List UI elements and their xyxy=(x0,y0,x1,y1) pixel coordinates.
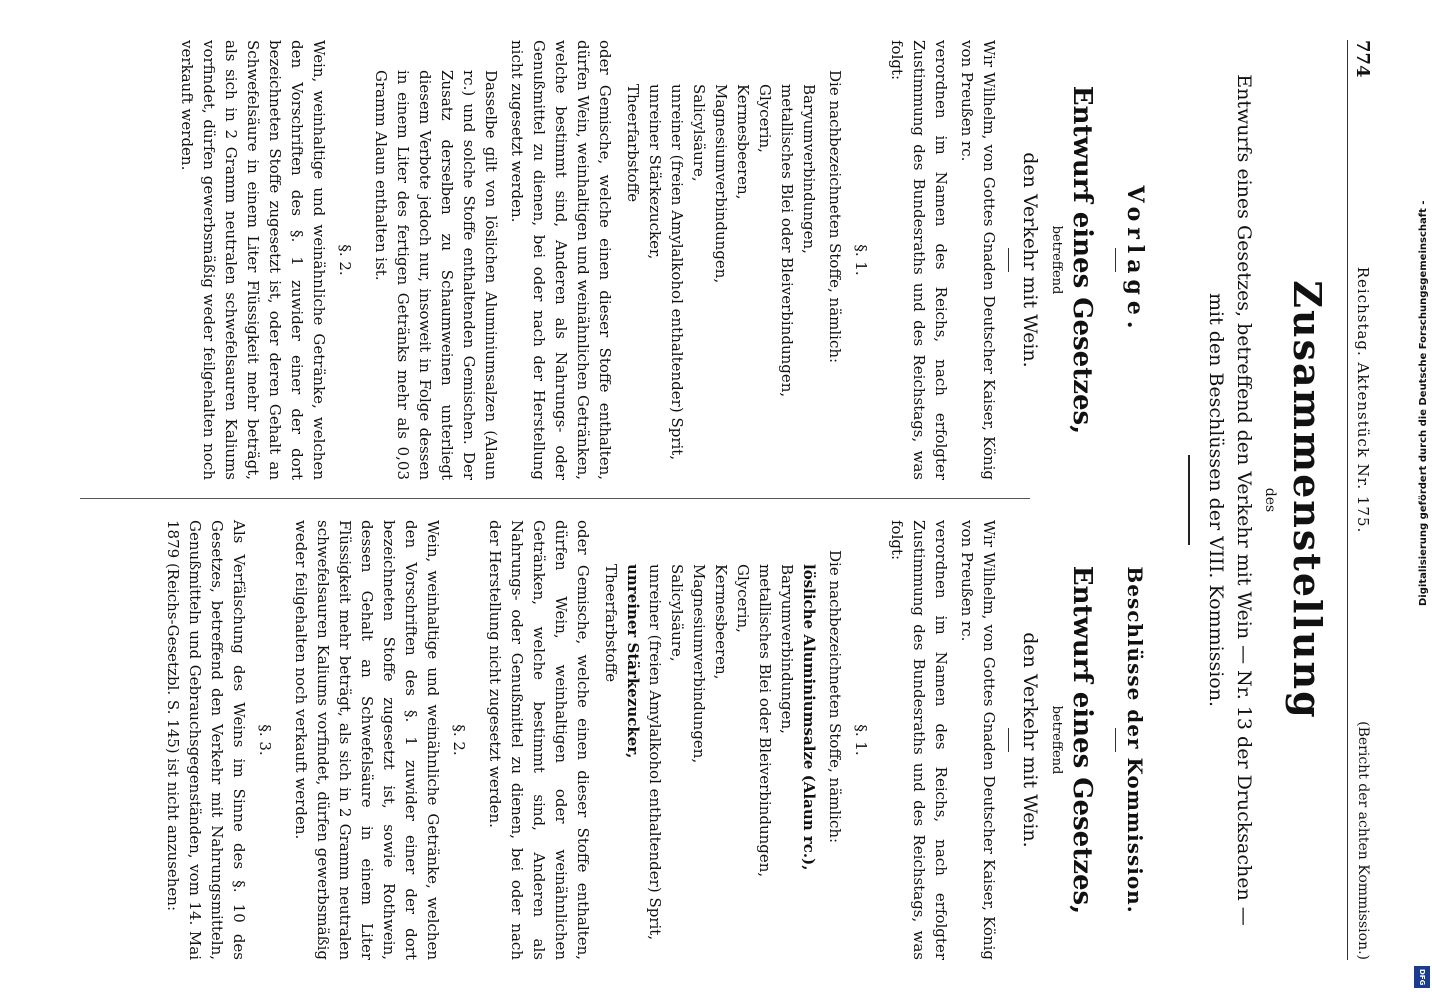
divider xyxy=(1008,248,1009,272)
list-item: Kermesbeeren, xyxy=(734,84,752,200)
paragraph: oder Gemische, welche einen dieser Stoffe enthalten, dürfen Wein, weinhaltigen oder weinähnlichen Getränken, welche bestimmt sind, Anderen als Nahrungs- oder Genußmittel zu dienen, bei oder nach der Herstellung nicht zugesetzt werden. xyxy=(486,520,592,960)
preamble-sovereign: Wir Wilhelm, von Gottes Gnaden Deutscher Kaiser, König von Preußen rc. xyxy=(958,520,998,960)
digitization-text: Digitalisierung gefördert durch die Deutsche Forschungsgemeinschaft - xyxy=(1418,200,1429,606)
preamble-enacting: verordnen im Namen des Reichs, nach erfolgter Zustimmung des Bundesraths und des Reichstags, was folgt: xyxy=(888,40,950,480)
divider xyxy=(1115,248,1116,272)
list-item: Magnesiumverbindungen, xyxy=(712,84,730,284)
divider xyxy=(1008,728,1009,752)
list-item: Magnesiumverbindungen, xyxy=(690,564,708,764)
betreffend-label: betreffend xyxy=(1049,225,1064,295)
column-heading: Vorlage. xyxy=(1122,185,1148,335)
list-item: unreiner Stärkezucker, xyxy=(646,84,664,260)
digitization-note xyxy=(1392,0,1432,1000)
bill-title: Entwurf eines Gesetzes, xyxy=(1067,85,1097,435)
list-item: unreiner (freien Amylalkohol enthaltender) Sprit, xyxy=(668,84,686,461)
title-rule xyxy=(1188,455,1190,545)
header-right: (Bericht der achten Kommission.) xyxy=(1355,721,1371,960)
list-item: Kermesbeeren, xyxy=(712,564,730,680)
substance-list xyxy=(622,40,820,480)
section-number: §. 2. xyxy=(336,244,354,276)
column-beschluesse xyxy=(158,520,1158,960)
paragraph: Als Verfälschung des Weins im Sinne des §. 10 des Gesetzes, betreffend den Verkehr mit Nahrungsmitteln, Genußmitteln und Gebrauchsgegenständen, vom 14. Mai 1879 (Reichs-Gesetzbl. S. 145) ist nicht anzusehen: xyxy=(164,520,248,960)
list-item: lösliche Aluminiumsalze (Alaun rc.), xyxy=(800,564,818,871)
column-heading: Beschlüsse der Kommission. xyxy=(1123,566,1147,914)
preamble-enacting: verordnen im Namen des Reichs, nach erfolgter Zustimmung des Bundesraths und des Reichstags, was folgt: xyxy=(888,520,950,960)
paragraph: Wein, weinhaltige und weinähnliche Getränke, welchen den Vorschriften des §. 1 zuwider einer der dort bezeichneten Stoffe zugesetzt ist, sowie Rothwein, dessen Gehalt an Schwefelsäure in einem Liter Flüssigkeit mehr beträgt, als sich in 2 Gramm neutralen schwefelsauren Kaliums vorfindet, dürfen gewerbsmäßig weder feilgehalten noch verkauft werden. xyxy=(292,520,442,960)
document-subject: Entwurfs eines Gesetzes, betreffend den Verkehr mit Wein — Nr. 13 der Drucksachen — mit den Beschlüssen der VIII. Kommission. xyxy=(1205,74,1255,926)
divider xyxy=(1115,728,1116,752)
list-item: unreiner Stärkezucker, xyxy=(624,564,642,759)
paragraph: Dasselbe gilt von löslichen Aluminiumsalzen (Alaun rc.) und solche Stoffe enthaltenden Gemischen. Der Zusatz derselben zu Schaumweinen unterliegt diesem Verbote jedoch nur, insoweit in Folge dessen in einem Liter des fertigen Getränks mehr als 0,03 Gramm Alaun enthalten ist. xyxy=(372,70,500,480)
list-item: Glycerin, xyxy=(734,564,752,633)
section-number: §. 1. xyxy=(852,244,870,276)
section-intro: Die nachbezeichneten Stoffe, nämlich: xyxy=(826,70,844,364)
column-divider xyxy=(80,498,1030,499)
list-item: Salicylsäure, xyxy=(690,84,708,182)
list-item: Theerfarbstoffe xyxy=(624,84,642,203)
paragraph: Wein, weinhaltige und weinähnliche Getränke, welchen den Vorschriften des §. 1 zuwider einer der dort bezeichneten Stoffe zugesetzt ist, oder deren Gehalt an Schwefelsäure in einem Liter Flüssigkeit mehr beträgt, als sich in 2 Gramm neutralen schwefelsauren Kaliums vorfindet, dürfen gewerbsmäßig weder feilgehalten noch verkauft werden. xyxy=(178,40,328,480)
des-label: des xyxy=(1262,487,1278,513)
column-vorlage xyxy=(172,40,1158,480)
bill-subject: den Verkehr mit Wein. xyxy=(1019,632,1041,848)
section-intro: Die nachbezeichneten Stoffe, nämlich: xyxy=(826,550,844,844)
list-item: metallisches Blei oder Bleiverbindungen, xyxy=(756,564,774,878)
list-item: Baryumverbindungen, xyxy=(778,564,796,734)
header-rule xyxy=(1347,40,1348,960)
list-item: unreiner (freien Amylalkohol enthaltender) Sprit, xyxy=(646,564,664,941)
header-center: Reichstag. Aktenstück Nr. 175. xyxy=(1354,266,1372,534)
section-number: §. 3. xyxy=(256,724,274,756)
page-header xyxy=(1346,40,1380,960)
list-item: Glycerin, xyxy=(756,84,774,153)
main-title: Zusammenstellung xyxy=(1285,280,1330,720)
list-item: Theerfarbstoffe xyxy=(602,564,620,683)
paragraph: oder Gemische, welche einen dieser Stoffe enthalten, dürfen Wein, weinhaltigen und weinähnlichen Getränken, welche bestimmt sind, Anderen als Nahrungs- oder Genußmittel zu dienen, bei oder nach der Herstellung nicht zugesetzt werden. xyxy=(508,40,614,480)
section-number: §. 2. xyxy=(450,724,468,756)
bill-subject: den Verkehr mit Wein. xyxy=(1019,152,1041,368)
list-item: Salicylsäure, xyxy=(668,564,686,662)
bill-title: Entwurf eines Gesetzes, xyxy=(1067,565,1097,915)
page-number: 774 xyxy=(1352,40,1374,78)
section-number: §. 1. xyxy=(852,724,870,756)
substance-list xyxy=(600,520,820,960)
betreffend-label: betreffend xyxy=(1049,705,1064,775)
preamble-sovereign: Wir Wilhelm, von Gottes Gnaden Deutscher Kaiser, König von Preußen rc. xyxy=(958,40,998,480)
list-item: Baryumverbindungen, xyxy=(800,84,818,254)
dfg-logo: DFG xyxy=(1414,966,1430,988)
list-item: metallisches Blei oder Bleiverbindungen, xyxy=(778,84,796,398)
